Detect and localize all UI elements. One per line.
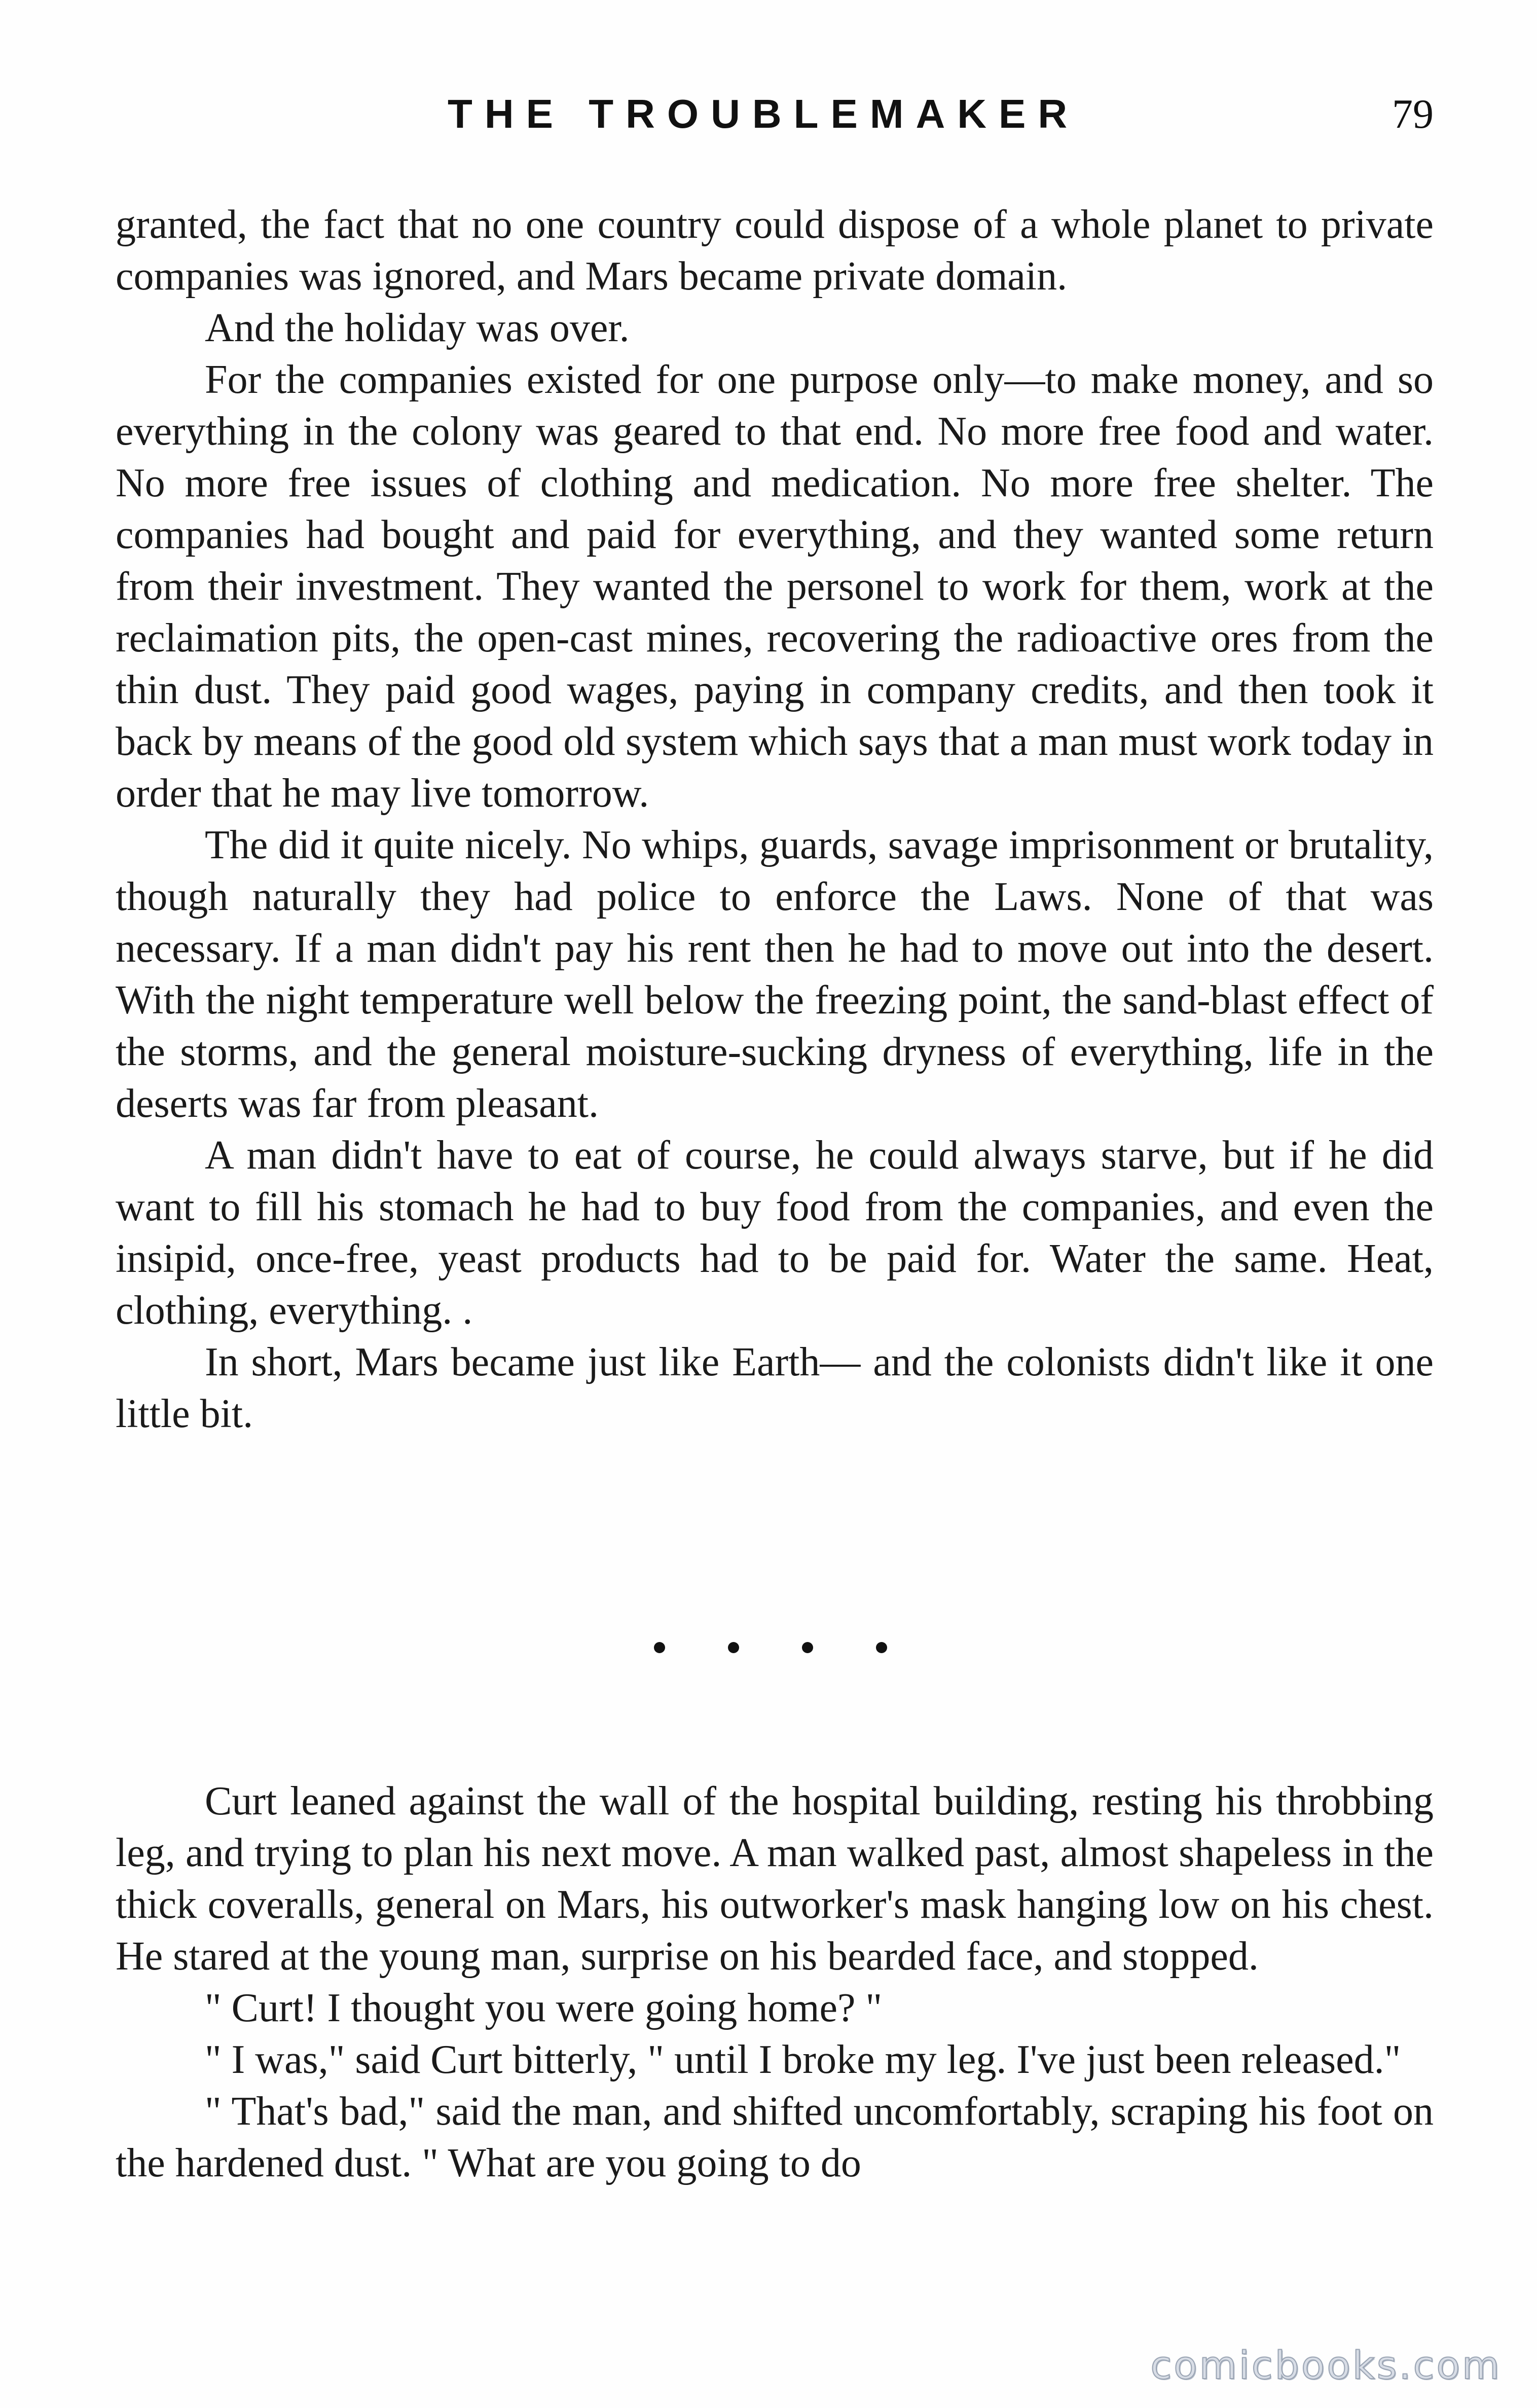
page-number: 79 [1392,91,1434,137]
paragraph: And the holiday was over. [205,306,630,350]
paragraph: " I was," said Curt bitterly, " until I broke my leg. I've just been released." [205,2037,1401,2082]
paragraph: " Curt! I thought you were going home? " [205,1986,883,2030]
running-head [116,86,1434,142]
paragraph: granted, the fact that no one country could dispose of a whole planet to private companies was ignored, and Mars became private domain. [116,202,1434,299]
body-text-bottom [116,1775,1434,2189]
watermark: comicbooks.com [1150,2343,1502,2388]
paragraph: A man didn't have to eat of course, he could always starve, but if he did want to fill his stomach he had to buy food from the companies, and even the insipid, once-free, yeast products had to be paid for. Water the same. Heat, clothing, everything. . [116,1133,1434,1333]
paragraph: " That's bad," said the man, and shifted uncomfortably, scraping his foot on the hardened dust. " What are you going to do [116,2089,1434,2185]
paragraph: Curt leaned against the wall of the hospital building, resting his throbbing leg, and trying to plan his next move. A man walked past, almost shapeless in the thick coveralls, general on Mars, his outworker's mask hanging low on his chest. He stared at the young man, surprise on his bearded face, and stopped. [116,1779,1434,1979]
separator-dot [802,1642,813,1653]
paragraph: For the companies existed for one purpose only—to make money, and so everything in the colony was geared to that end. No more free food and water. No more free issues of clothing and medication. No more free shelter. The companies had bought and paid for everything, and they wanted some return from their investment. They wanted the personel to work for them, work at the reclaimation pits, the open-cast mines, recovering the radioactive ores from the thin dust. They paid good wages, paying in company credits, and then took it back by means of the good old system which says that a man must work today in order that he may live tomorrow. [116,357,1434,816]
separator-dot [654,1642,665,1653]
paragraph: The did it quite nicely. No whips, guards, savage imprisonment or brutality, though naturally they had police to enforce the Laws. None of that was necessary. If a man didn't pay his rent then he had to move out into the desert. With the night temperature well below the freezing point, the sand-blast effect of the storms, and the general moisture-sucking dryness of everything, life in the deserts was far from pleasant. [116,823,1434,1126]
paragraph: In short, Mars became just like Earth— and the colonists didn't like it one little bit. [116,1340,1434,1436]
separator-dot [728,1642,739,1653]
separator-dot [876,1642,887,1653]
section-break [654,1637,887,1658]
chapter-title: THE TROUBLEMAKER [448,91,1080,136]
body-text-top [116,199,1434,1440]
